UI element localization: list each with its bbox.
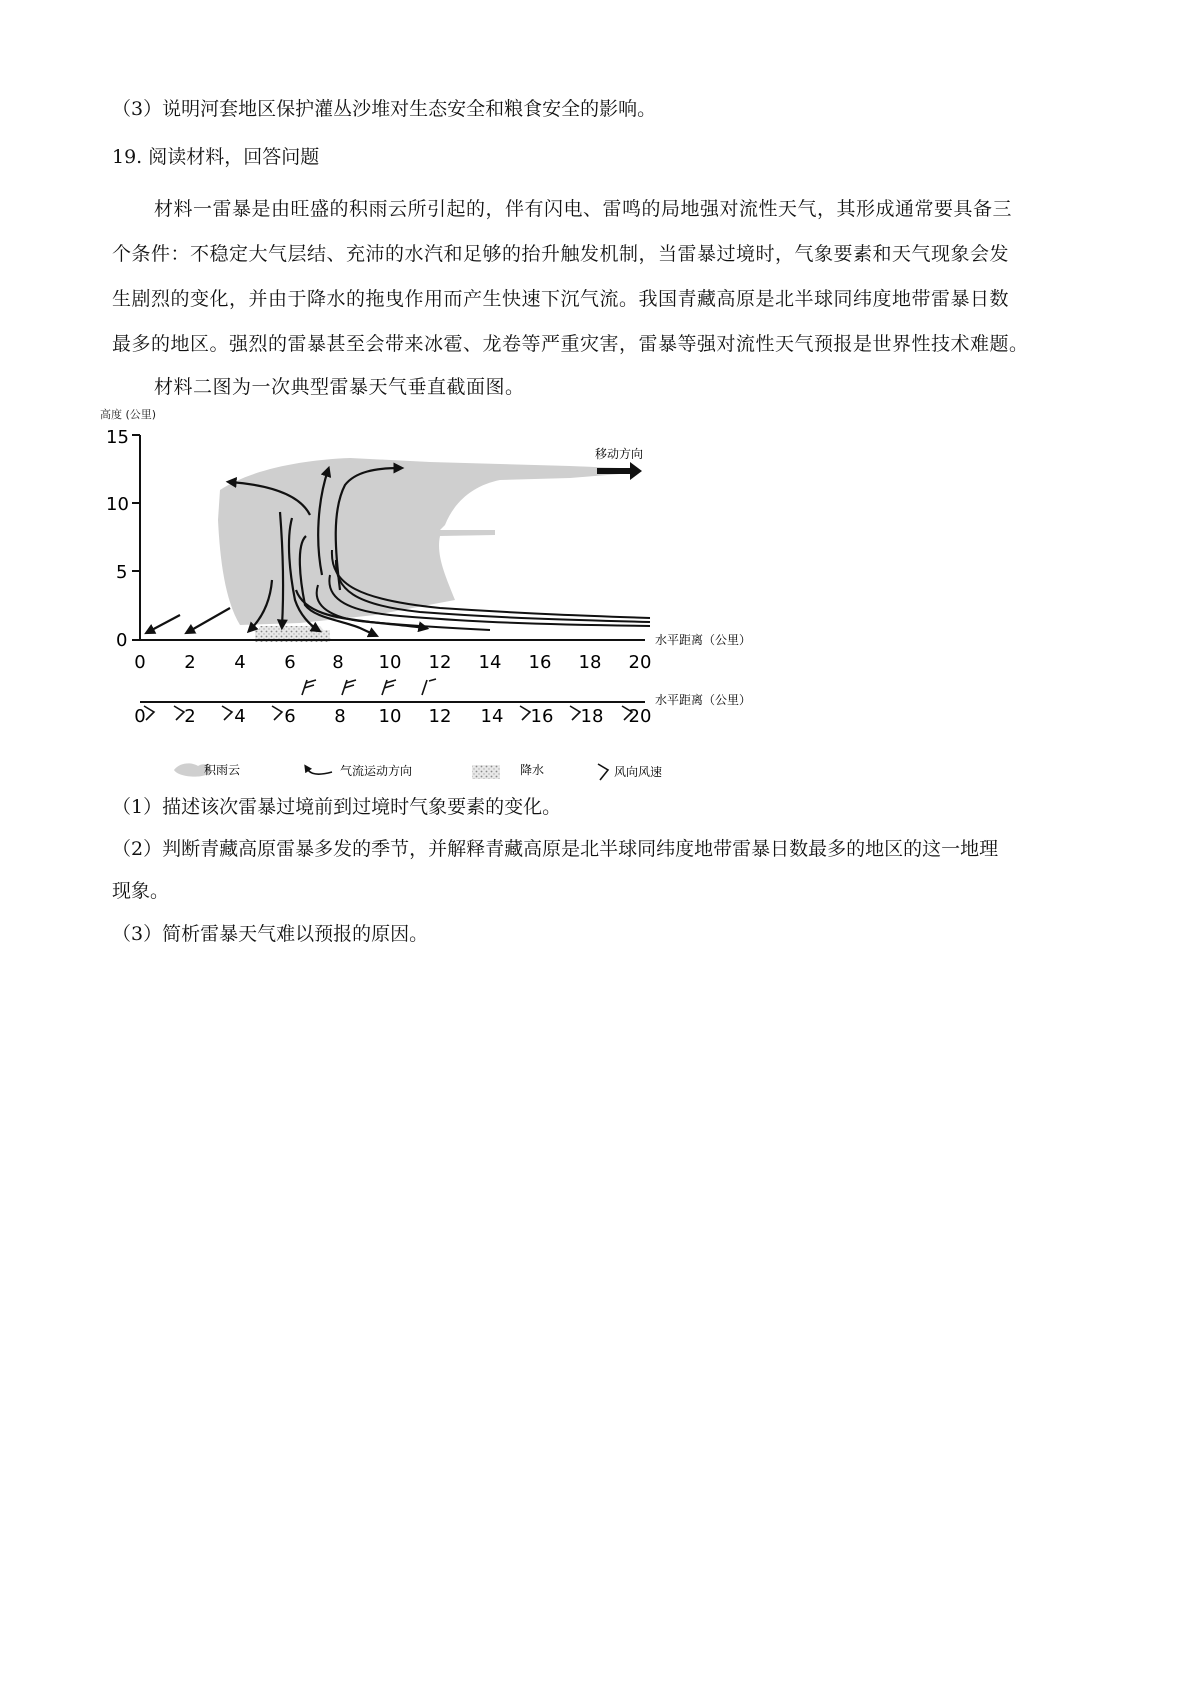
legend-cloud-label: 积雨云 xyxy=(204,763,241,777)
x-tick-label: 6 xyxy=(284,706,296,727)
question-19-title: 19. 阅读材料，回答问题 xyxy=(112,146,320,168)
x-tick-label: 0 xyxy=(134,706,146,727)
legend-precip-swatch xyxy=(472,765,500,779)
y-tick-label-0: 0 xyxy=(116,630,128,651)
x-axis-title-lower: 水平距离（公里） xyxy=(655,693,752,707)
x-tick-label: 10 xyxy=(378,652,402,673)
legend-wind-label: 风向风速 xyxy=(614,765,663,779)
x-tick-label: 12 xyxy=(428,652,452,673)
question-19-part-3: （3）简析雷暴天气难以预报的原因。 xyxy=(112,923,429,945)
question-18-part-3: （3）说明河套地区保护灌丛沙堆对生态安全和粮食安全的影响。 xyxy=(112,98,657,120)
x-tick-label: 8 xyxy=(332,652,344,673)
x-tick-labels-upper xyxy=(134,652,651,673)
y-tick-label-5: 5 xyxy=(116,562,128,583)
cumulonimbus-cloud xyxy=(218,458,620,625)
y-tick-label-10: 10 xyxy=(106,494,129,515)
x-tick-label: 20 xyxy=(628,652,652,673)
legend-airflow-label: 气流运动方向 xyxy=(340,764,413,778)
ground-outflow-left-2 xyxy=(188,608,230,632)
legend-wind-icon xyxy=(598,764,608,780)
legend-precip-label: 降水 xyxy=(520,763,545,777)
x-tick-label: 2 xyxy=(184,652,196,673)
x-tick-label: 4 xyxy=(234,706,246,727)
move-direction-label: 移动方向 xyxy=(595,447,644,461)
question-19-part-1: （1）描述该次雷暴过境前到过境时气象要素的变化。 xyxy=(112,796,562,818)
x-tick-label: 4 xyxy=(234,652,246,673)
y-axis-title: 高度 (公里) xyxy=(100,408,157,421)
material-1-line-3: 生剧烈的变化，并由于降水的拖曳作用而产生快速下沉气流。我国青藏高原是北半球同纬度地带雷暴日数 xyxy=(112,288,1010,310)
x-tick-label: 16 xyxy=(528,652,552,673)
legend-airflow-arrow xyxy=(306,767,332,774)
material-1-line-2: 个条件：不稳定大气层结、充沛的水汽和足够的抬升触发机制，当雷暴过境时，气象要素和天气现象会发 xyxy=(112,243,1010,265)
legend xyxy=(174,762,662,780)
x-tick-label: 2 xyxy=(184,706,196,727)
x-tick-label: 20 xyxy=(628,706,652,727)
x-tick-label: 14 xyxy=(480,706,504,727)
move-direction-arrow xyxy=(597,462,642,480)
y-tick-label-15: 15 xyxy=(106,427,129,448)
x-tick-label: 0 xyxy=(134,652,146,673)
x-tick-label: 14 xyxy=(478,652,502,673)
x-tick-label: 6 xyxy=(284,652,296,673)
precipitation-edge xyxy=(255,626,332,640)
x-tick-label: 8 xyxy=(334,706,346,727)
material-1-line-1: 材料一雷暴是由旺盛的积雨云所引起的，伴有闪电、雷鸣的局地强对流性天气，其形成通常要具备三 xyxy=(154,198,1013,220)
x-tick-label: 10 xyxy=(378,706,402,727)
material-1-line-4: 最多的地区。强烈的雷暴甚至会带来冰雹、龙卷等严重灾害，雷暴等强对流性天气预报是世界性技术难题。 xyxy=(112,333,1029,355)
thunderstorm-cross-section-figure xyxy=(100,408,840,850)
question-19-part-2-line-1: （2）判断青藏高原雷暴多发的季节，并解释青藏高原是北半球同纬度地带雷暴日数最多的地区的这一地理 xyxy=(112,838,999,860)
x-tick-label: 16 xyxy=(530,706,554,727)
x-tick-label: 18 xyxy=(580,706,604,727)
x-tick-label: 12 xyxy=(428,706,452,727)
question-19-part-2-line-2: 现象。 xyxy=(112,880,170,902)
ground-outflow-left-1 xyxy=(148,615,180,632)
y-tick-marks xyxy=(132,435,140,640)
x-tick-label: 18 xyxy=(578,652,602,673)
x-axis-title-upper: 水平距离（公里） xyxy=(655,633,752,647)
material-2-caption: 材料二图为一次典型雷暴天气垂直截面图。 xyxy=(154,376,525,398)
